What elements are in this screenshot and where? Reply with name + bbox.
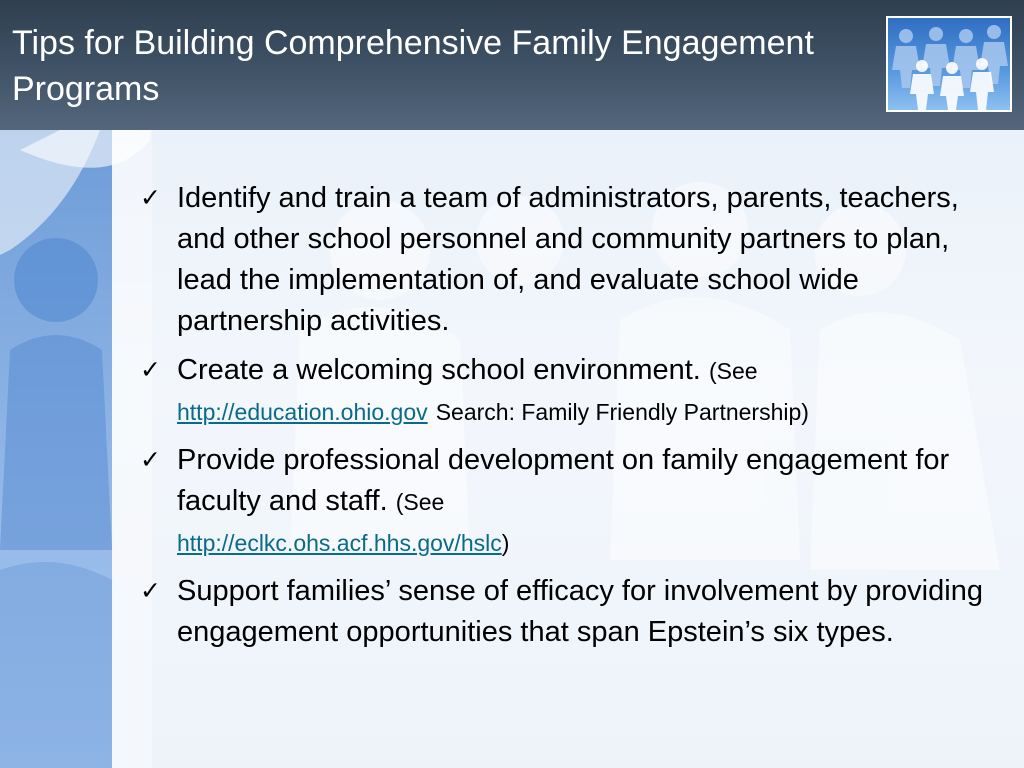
see-note-close: Search: Family Friendly Partnership) bbox=[435, 399, 809, 425]
bullet-text: Provide professional development on family engagement for faculty and staff. bbox=[177, 444, 950, 517]
bullet-text: Identify and train a team of administrators, parents, teachers, and other school personnel and community partners to plan, lead the implementation of, and evaluate school wide partnership activities. bbox=[177, 182, 959, 337]
list-item bbox=[140, 350, 1000, 432]
title-bar bbox=[0, 0, 1024, 130]
checkmark-icon: ✓ bbox=[140, 184, 161, 212]
checkmark-icon: ✓ bbox=[140, 356, 161, 384]
list-item bbox=[140, 571, 1000, 653]
tips-list bbox=[140, 178, 1000, 661]
slide-title: Tips for Building Comprehensive Family Engagement Programs bbox=[12, 24, 814, 108]
see-note-open: (See bbox=[708, 358, 758, 384]
bullet-text: Support families’ sense of efficacy for involvement by providing engagement opportunities that span Epstein’s six types. bbox=[177, 575, 983, 648]
paper-chain-people-icon bbox=[886, 16, 1012, 112]
eclkc-link[interactable]: http://eclkc.ohs.acf.hhs.gov/hslc bbox=[177, 530, 502, 556]
see-note-open: (See bbox=[395, 489, 445, 515]
checkmark-icon: ✓ bbox=[140, 446, 161, 474]
see-note-close: ) bbox=[501, 530, 510, 556]
list-item bbox=[140, 440, 1000, 563]
bullet-text: Create a welcoming school environment. bbox=[177, 354, 701, 386]
checkmark-icon: ✓ bbox=[140, 577, 161, 605]
education-ohio-link[interactable]: http://education.ohio.gov bbox=[177, 399, 428, 425]
list-item bbox=[140, 178, 1000, 342]
